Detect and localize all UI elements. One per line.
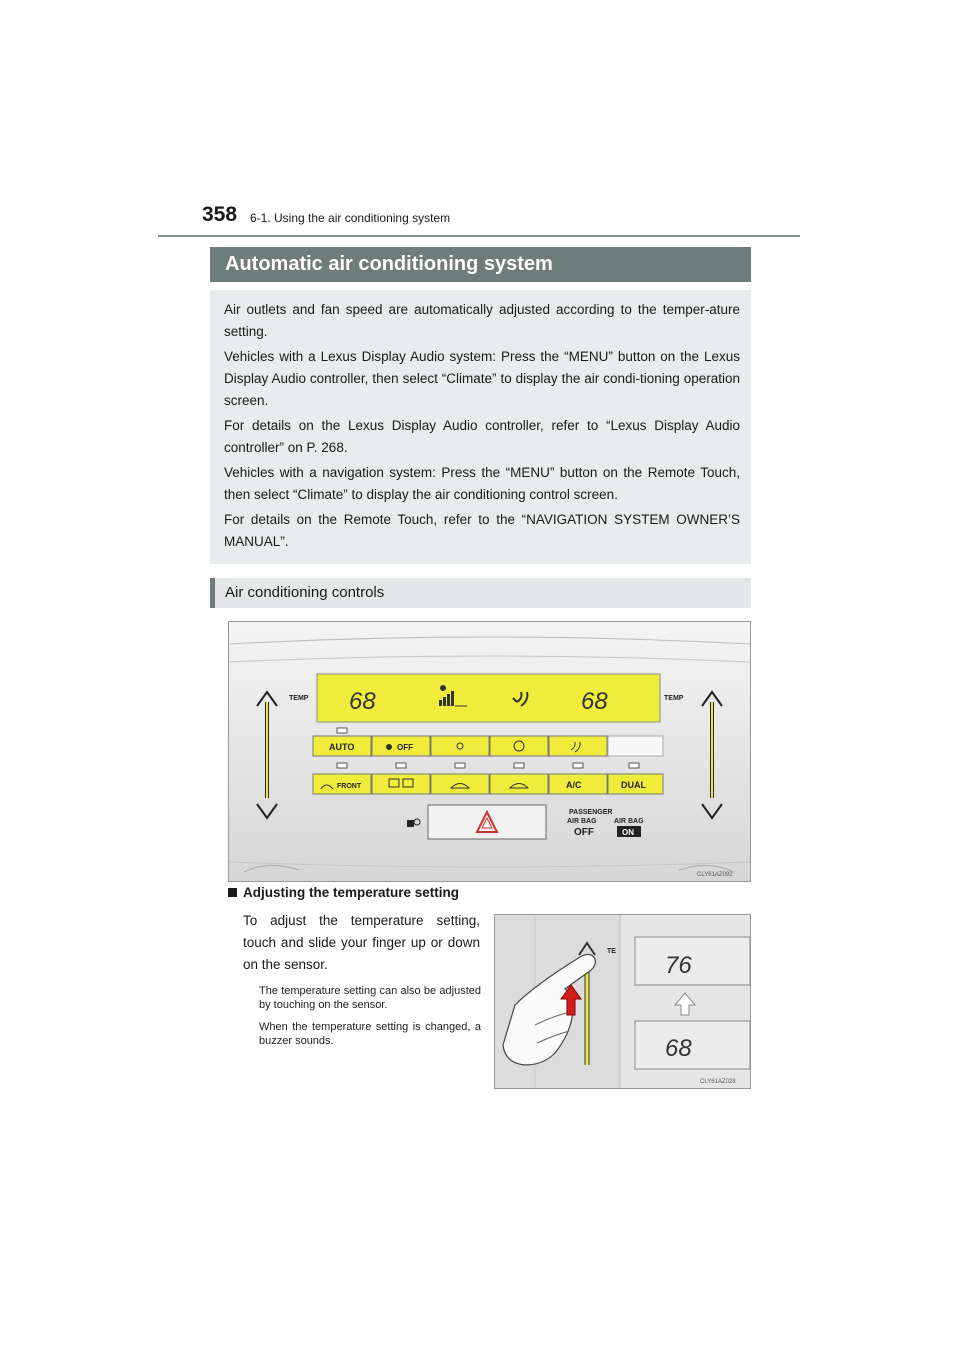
auto-label: AUTO	[329, 742, 355, 752]
temperature-slide-figure	[494, 914, 751, 1089]
intro-paragraph: Vehicles with a navigation system: Press the “MENU” button on the Remote Touch, then select “Climate” to display the air conditioning control screen.	[224, 465, 740, 502]
section-title: Automatic air conditioning system	[210, 247, 751, 282]
temp-readout-right: 68	[581, 688, 608, 715]
airbag-on-label: ON	[622, 828, 634, 837]
page-header	[158, 203, 800, 237]
temp-readout-left: 68	[349, 688, 376, 715]
bullet-square-icon	[228, 888, 237, 897]
fan-up-button[interactable]	[490, 736, 548, 756]
passenger-label: PASSENGER	[569, 809, 613, 816]
airbag-label-right: AIR BAG	[614, 818, 644, 825]
rear-defog-button[interactable]	[372, 774, 430, 794]
front-label: FRONT	[337, 783, 362, 790]
temp-before: 68	[665, 1035, 692, 1062]
adjust-heading	[228, 885, 459, 900]
intro-paragraph: Vehicles with a Lexus Display Audio system: Press the “MENU” button on the Lexus Display Audio controller, then select “Climate” to display the air condi-tioning operation screen.	[224, 349, 740, 408]
airbag-label-left: AIR BAG	[567, 818, 597, 825]
adjust-heading-text: Adjusting the temperature setting	[243, 885, 460, 900]
intro-paragraph: Air outlets and fan speed are automatically adjusted according to the temper-ature setting.	[224, 302, 740, 339]
adjust-body: To adjust the temperature setting, touch and slide your finger up or down on the sensor.	[243, 913, 480, 972]
ac-label: A/C	[566, 780, 582, 790]
adjust-note: The temperature setting can also be adjusted by touching on the sensor.	[259, 985, 481, 1011]
intro-box	[210, 290, 751, 564]
intro-paragraph: For details on the Remote Touch, refer to the “NAVIGATION SYSTEM OWNER’S MANUAL”.	[224, 512, 740, 549]
display-after	[635, 937, 750, 985]
intro-paragraph: For details on the Lexus Display Audio controller, refer to “Lexus Display Audio controller” on P. 268.	[224, 418, 740, 455]
section-path: 6-1. Using the air conditioning system	[250, 211, 451, 225]
airbag-off-indicator: OFF	[574, 827, 594, 838]
fan-icon	[386, 744, 392, 750]
button-row-1	[313, 736, 663, 756]
temp-after: 76	[665, 952, 692, 979]
dual-label: DUAL	[621, 780, 646, 790]
mode-button[interactable]	[549, 736, 607, 756]
temp-label-right: TEMP	[664, 695, 684, 702]
control-panel-figure	[228, 621, 751, 882]
figure-id: CLY61AZ028	[700, 1079, 736, 1085]
blank-button[interactable]	[608, 736, 663, 756]
temp-label-partial: TE	[607, 948, 616, 955]
figure-id: CLY61AZ092	[697, 872, 733, 878]
display-before	[635, 1021, 750, 1069]
button-row-2	[313, 774, 663, 794]
fan-down-button[interactable]	[431, 736, 489, 756]
adjust-note: When the temperature setting is changed, a buzzer sounds.	[259, 1021, 481, 1047]
subheading: Air conditioning controls	[210, 578, 751, 608]
off-label: OFF	[397, 743, 413, 752]
temp-label-left: TEMP	[289, 695, 309, 702]
page-number: 358	[202, 203, 238, 226]
